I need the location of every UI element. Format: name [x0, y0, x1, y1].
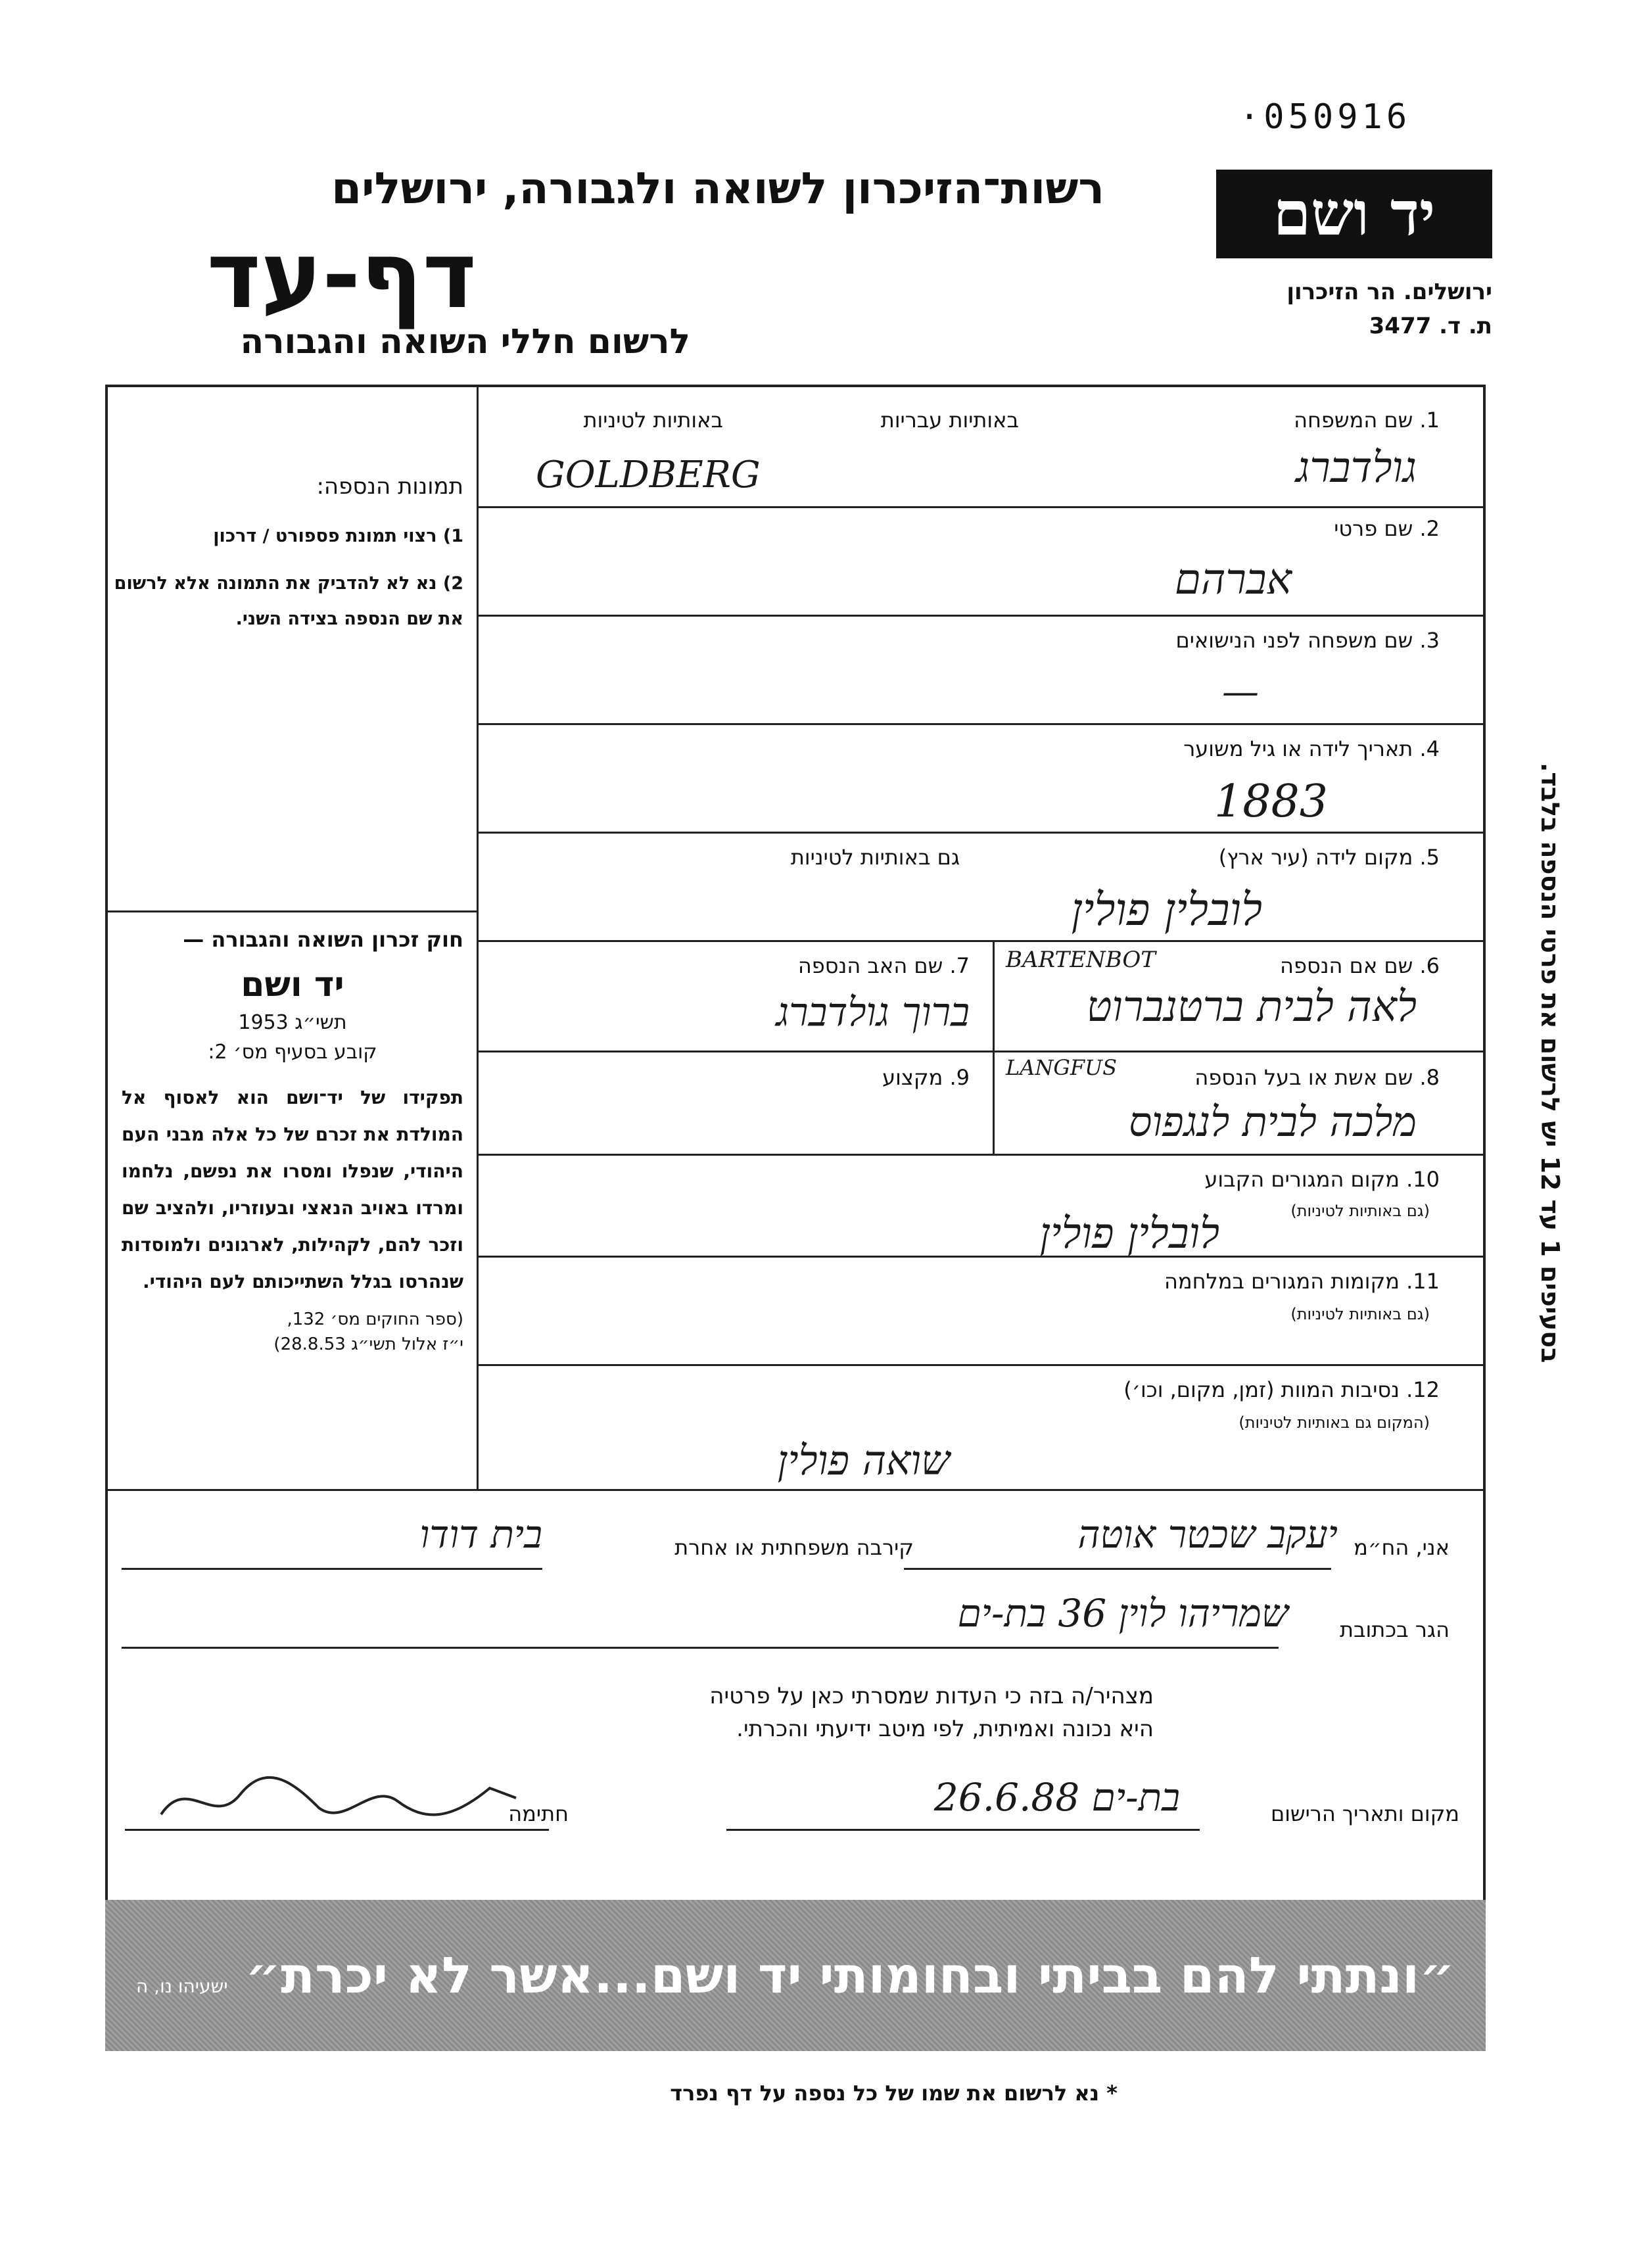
yad-vashem-logo: יד ושם — [1216, 170, 1492, 258]
field-11-label: 11. מקומות המגורים במלחמה — [1164, 1269, 1440, 1294]
law-name: יד ושם — [241, 965, 344, 1004]
place-date-line — [726, 1829, 1200, 1831]
declaration-statement-2: היא נכונה ואמיתית, לפי מיטב ידיעתי והכרתי. — [736, 1716, 1154, 1742]
address-label: הגר בכתובת — [1339, 1617, 1450, 1642]
place-date-label: מקום ותאריך הרישום — [1270, 1801, 1459, 1826]
banner-quote: ״ונתתי להם בביתי ובחומותי יד ושם...אשר לא יכרת״ — [245, 1946, 1455, 2004]
logo-address-line1: ירושלים. הר הזיכרון — [1286, 279, 1492, 305]
field-3-value: — — [1222, 671, 1259, 713]
declarant-line — [904, 1568, 1331, 1570]
field-4-value: 1883 — [1214, 776, 1328, 828]
law-source: (ספר החוקים מס׳ 132, — [287, 1310, 463, 1329]
place-date-value: בת-ים 26.6.88 — [933, 1775, 1180, 1820]
declarant-name: יעקב שכטר אוטה — [1077, 1512, 1338, 1557]
field-12-sub: (המקום גם באותיות לטיניות) — [1238, 1413, 1430, 1432]
logo-address — [1223, 275, 1492, 343]
photo-note-2: 2) נא לא להדביק את התמונה אלא לרשום את שם הנספה בצידה השני. — [114, 573, 463, 629]
address-line — [122, 1647, 1279, 1649]
field-5-value: לובלין פולין — [1071, 884, 1262, 936]
relation-value: בית דודו — [419, 1512, 542, 1557]
signature-label: חתימה — [508, 1801, 569, 1826]
field-8-label: 8. שם אשת או בעל הנספה — [1194, 1065, 1440, 1090]
logo-address-line2: ת. ד. 3477 — [1369, 313, 1492, 339]
row8-9-divider — [993, 1052, 995, 1154]
field-6-label: 6. שם אם הנספה — [1280, 953, 1440, 978]
field-11-sub: (גם באותיות לטיניות) — [1290, 1305, 1430, 1323]
law-date: י״ז אלול תשי״ג 28.8.53) — [273, 1335, 463, 1354]
row-divider — [479, 615, 1484, 617]
row-divider — [479, 723, 1484, 725]
page-subtitle: לרשום חללי השואה והגבורה — [240, 322, 690, 362]
field-4-label: 4. תאריך לידה או גיל משוער — [1183, 736, 1440, 761]
field-12-label: 12. נסיבות המוות (זמן, מקום, וכו׳) — [1123, 1377, 1440, 1402]
field-2-value: אברהם — [1174, 555, 1292, 604]
field-1-label: 1. שם המשפחה — [1294, 408, 1440, 433]
row6-7-divider — [993, 941, 995, 1051]
authority-heading: רשות־הזיכרון לשואה ולגבורה, ירושלים — [331, 163, 1104, 214]
field-10-sub: (גם באותיות לטיניות) — [1290, 1202, 1430, 1220]
photo-panel — [112, 473, 463, 637]
field-6-value-latin: BARTENBOT — [1006, 947, 1156, 973]
field-1-value-hebrew: גולדברג — [1296, 444, 1417, 492]
field-10-value: לובלין פולין — [1039, 1210, 1219, 1258]
law-section: קובע בסעיף מס׳ 2: — [208, 1041, 377, 1064]
field-9-label: 9. מקצוע — [882, 1065, 970, 1090]
field-1-value-latin: GOLDBERG — [536, 454, 761, 496]
relation-line — [122, 1568, 542, 1570]
field-10-label: 10. מקום המגורים הקבוע — [1204, 1167, 1440, 1192]
row-divider — [479, 940, 1484, 942]
field-1-latin-header: באותיות לטיניות — [583, 408, 723, 433]
quote-banner — [105, 1900, 1486, 2051]
declarant-label: אני, הח״מ — [1354, 1535, 1450, 1560]
row-divider — [479, 506, 1484, 508]
law-text: תפקידו של יד־ושם הוא לאסוף אל המולדת את זכרם של כל אלה מבני העם היהודי, שנפלו ומסרו את נפשם, נלחמו ומרדו באויב הנאצי ובעוזריו, ולהציב שם וזכר להם, לקהילות, לארגונים ולמוסדות שנהרסו בגלל השתייכותם לעם היהודי. — [122, 1087, 463, 1292]
footer-note: * נא לרשום את שמו של כל נספה על דף נפרד — [670, 2081, 1118, 2106]
row-divider — [479, 1051, 1484, 1052]
law-year: תשי״ג 1953 — [238, 1011, 347, 1034]
law-heading: חוק זכרון השואה והגבורה — — [183, 927, 463, 952]
field-1-hebrew-header: באותיות עבריות — [880, 408, 1019, 433]
row-divider — [479, 832, 1484, 834]
form-section-divider — [106, 1489, 1484, 1491]
serial-number: ·050916 — [1239, 97, 1411, 137]
declaration-statement-1: מצהיר/ה בזה כי העדות שמסרתי כאן על פרטיה — [709, 1683, 1154, 1709]
field-6-value: לאה לבית ברטנברוט — [1086, 983, 1417, 1031]
photo-panel-title: תמונות הנספה: — [316, 473, 463, 500]
photo-note-1: 1) רצוי תמונת פספורט / דרכון — [213, 526, 463, 546]
law-panel — [122, 927, 463, 1354]
field-5-latin-note: גם באותיות לטיניות — [790, 845, 960, 870]
field-5-label: 5. מקום לידה (עיר ארץ) — [1218, 845, 1440, 870]
side-note-container — [1525, 763, 1565, 1749]
address-value: שמריהו לוין 36 בת-ים — [957, 1591, 1288, 1636]
relation-label: קירבה משפחתית או אחרת — [674, 1535, 914, 1560]
field-7-label: 7. שם האב הנספה — [797, 953, 970, 978]
row-divider — [479, 1256, 1484, 1258]
row-divider — [479, 1364, 1484, 1366]
field-12-value: שואה פולין — [777, 1436, 950, 1484]
row-divider — [479, 1154, 1484, 1156]
page-title: דף-עד — [206, 222, 477, 329]
field-2-label: 2. שם פרטי — [1334, 516, 1440, 541]
panel-divider — [477, 386, 479, 1490]
banner-citation: ישעיהו נו, ה — [135, 1975, 228, 1997]
field-3-label: 3. שם משפחה לפני הנישואים — [1175, 628, 1440, 653]
handwritten-signature — [148, 1768, 529, 1831]
field-8-value-latin: LANGFUS — [1006, 1055, 1118, 1080]
field-7-value: ברוך גולדברג — [776, 989, 970, 1035]
field-8-value: מלכה לבית לנגפוס — [1129, 1098, 1417, 1146]
left-panel-divider — [106, 910, 477, 912]
side-note: בסעיפים 1 עד 12 יש לרשום את פרטי הנספה בלבד. — [1536, 763, 1565, 1363]
